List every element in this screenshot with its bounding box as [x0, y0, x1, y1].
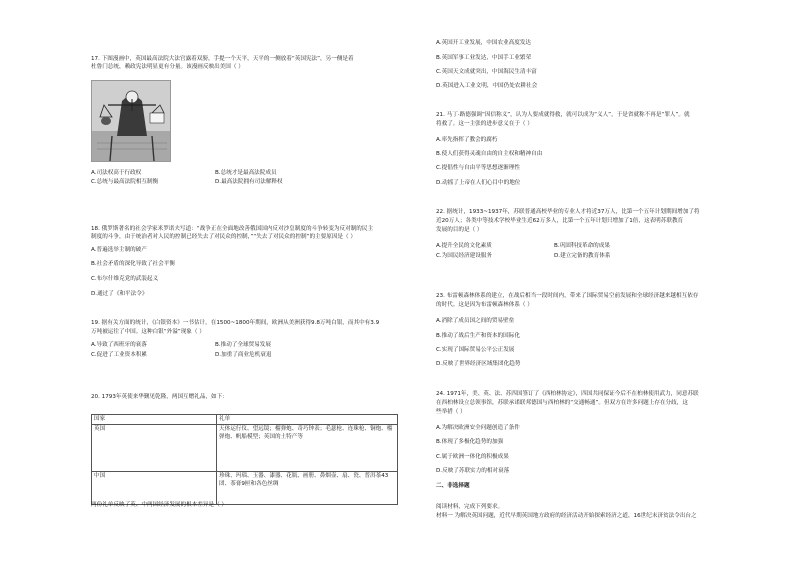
q20-option-c: C.英国天文成就突出，中国海民生清丰富 — [436, 69, 537, 75]
q22-option-c: C.为国民经济建设服务 — [436, 253, 493, 259]
q22-stem-line1: 22. 据统计，1933~1937年，苏联普通高校毕业的专业人才将近37万人，比第一个五年计划期间增加了将 — [436, 209, 700, 215]
q22-stem-line3: 发展的目的是（ ） — [436, 227, 483, 233]
table-cell-country: 中国 — [92, 472, 217, 505]
q17-stem-line1: 17. 下图漫画中，英国最高法院大法官露着双膀，手提一个天平，天平的一侧放着“英国宪法”，另一侧是着 — [91, 56, 354, 62]
q22-option-a: A.提升全民的文化素质 — [436, 243, 492, 249]
cartoon-illustration-icon — [92, 81, 171, 162]
q18-option-b: B.社会矛盾的深化导致了社会平衡 — [91, 261, 175, 267]
q19-stem-line2: 万吨被运往了中国。这种白银“外溢”现象（ ） — [91, 329, 205, 335]
q19-option-a: A.导致了西班牙的衰落 — [91, 342, 147, 348]
q19-option-d: D.加重了商业危机衰退 — [215, 352, 272, 358]
q17-option-b: B.总统才是最高法院成员 — [215, 170, 277, 176]
table-header-country: 国家 — [92, 415, 217, 425]
q21-option-b: B.使人们获得灵魂自由的自主权和精神自由 — [436, 151, 543, 157]
table-cell-gift: 珍珠、玛瑙、玉器、漆器、花瓶、画册、鼻烟壶、扇、瓷、普洱茶43团、茶膏9匣和各色丝绸 — [217, 472, 398, 505]
table-cell-country: 英国 — [92, 425, 217, 472]
q17-cartoon-image — [91, 80, 171, 162]
table-row — [92, 415, 398, 425]
q20-option-d: D.英国进入工业文明，中国仍处农耕社会 — [436, 83, 538, 89]
q18-stem-line1: 18. 俄罗斯著名的社会学家米罗诺夫写道：“战争正在全面地改善俄国国内反对沙皇制度的斗争转变为反对制的民主 — [91, 226, 374, 232]
right-column — [436, 0, 768, 562]
q24-stem-line2: 在西柏林设立总领事馆，苏联承诺联邦德国与西柏林的“交通畅通”。但双方在许多问题上存在分歧，这 — [436, 400, 688, 406]
q19-option-b: B.推动了全球贸易发展 — [215, 342, 271, 348]
q19-stem-line1: 19. 据有关方面的统计，《白银资本》一书估计，在1500~1800年期间，欧洲从美洲获得9.8万吨白银，而其中有3.9 — [91, 320, 380, 326]
q22-option-b: B.巩固科技革命的成果 — [554, 243, 610, 249]
table-cell-gift: 天体运行仪、望远镜；榴弹炮、奇巧钟表；毛瑟枪、连珠枪、铜炮、榴弹炮、帆船模型；英国的土特产等 — [217, 425, 398, 472]
q17-option-c: C.总统与最高法院相互制衡 — [91, 179, 159, 185]
q23-stem-line1: 23. 布雷顿森林体系的建立，在战后相当一段时间内，带来了国际贸易空前发展和全球经济越来越相互依存 — [436, 293, 699, 299]
q23-option-b: B.推动了战后生产和资本的国际化 — [436, 333, 520, 339]
q21-option-a: A.率先指挥了教会的腐朽 — [436, 137, 498, 143]
q17-option-d: D.最高法院拥有司法解释权 — [215, 179, 283, 185]
q18-option-c: C.布尔什维克党的武装起义 — [91, 276, 159, 282]
q24-option-a: A.为解决欧洲安全问题创造了条件 — [436, 425, 520, 431]
section-heading: 二、非选择题 — [436, 483, 470, 489]
q23-option-a: A.消除了成员国之间的贸易壁垒 — [436, 318, 515, 324]
table-row — [92, 425, 398, 472]
left-column — [88, 0, 408, 562]
q18-option-a: A.普遍选举主制的破产 — [91, 247, 147, 253]
q18-option-d: D.通过了《和平法令》 — [91, 291, 148, 297]
q20-gift-table — [91, 414, 398, 505]
q21-option-d: D.动摇了上帝在人们心目中的地位 — [436, 180, 521, 186]
q22-stem-line2: 近20万人；各类中等技术学校毕业生近62万多人，比第一个五年计划只增加了1倍，这表明苏联教育 — [436, 218, 684, 224]
q23-stem-line2: 的时代。这是因为布雷顿森林体系（ ） — [436, 302, 533, 308]
q24-option-c: C.属于欧洲一体化的积极成果 — [436, 454, 509, 460]
q20-option-b: B.英国军事工业发达，中国手工业繁荣 — [436, 55, 532, 61]
q21-stem-line1: 21. 马丁·路德强调“因信称义”，认为人要成就得救，就可以成为“义人”，于是省就称不再是“罪人”。就 — [436, 112, 690, 118]
q20-question: 两份礼单反映了英、中两国经济发展的根本差异是（ ） — [91, 502, 228, 508]
q19-option-c: C.促进了工业资本积累 — [91, 352, 148, 358]
q21-option-c: C.提倡性与自由平等思想逐渐理性 — [436, 165, 520, 171]
q21-stem-line2: 将救了。这一主张的进步意义在于（ ） — [436, 121, 533, 127]
q24-stem-line3: 些举措（ ） — [436, 409, 466, 415]
q17-stem-line2: 杜鲁门总统，赖政宪法明显更有分量。该漫画反映出美国（ ） — [91, 64, 244, 70]
q20-option-a: A.英国开工业发展，中国农业高度发达 — [436, 40, 532, 46]
q25-intro: 阅读材料，完成下列要求。 — [436, 504, 504, 510]
q23-option-d: D.反映了世界经济区域集团化趋势 — [436, 361, 521, 367]
q24-option-b: B.体现了多极化趋势的加强 — [436, 439, 504, 445]
q18-stem-line2: 制度的斗争，由于统治者对人民的控制已经失去了对民众的控制，”“失去了对民众的控制”的主要原因是（ ） — [91, 234, 356, 240]
q25-material-1: 材料一 为解决英国问题，近代早期英国地方政府的经济活动开始探索经济之道，16世纪末济贫法令出台之 — [436, 513, 697, 519]
table-row — [92, 472, 398, 505]
q17-option-a: A.司法权高于行政权 — [91, 170, 142, 176]
q24-stem-line1: 24. 1971年，美、英、法、苏四国签订了《西柏林协定》，四国共同保证今后不在柏林使用武力，同意苏联 — [436, 391, 699, 397]
q23-option-c: C.实现了国际贸易公平公正发展 — [436, 347, 515, 353]
q22-option-d: D.建立完备的教育体系 — [554, 253, 611, 259]
table-header-gift: 礼单 — [217, 415, 398, 425]
q24-option-d: D.反映了苏联实力的相对衰落 — [436, 468, 510, 474]
q20-stem: 20. 1793年英使来华觐见乾隆，两国互赠礼品，如下： — [91, 394, 228, 400]
